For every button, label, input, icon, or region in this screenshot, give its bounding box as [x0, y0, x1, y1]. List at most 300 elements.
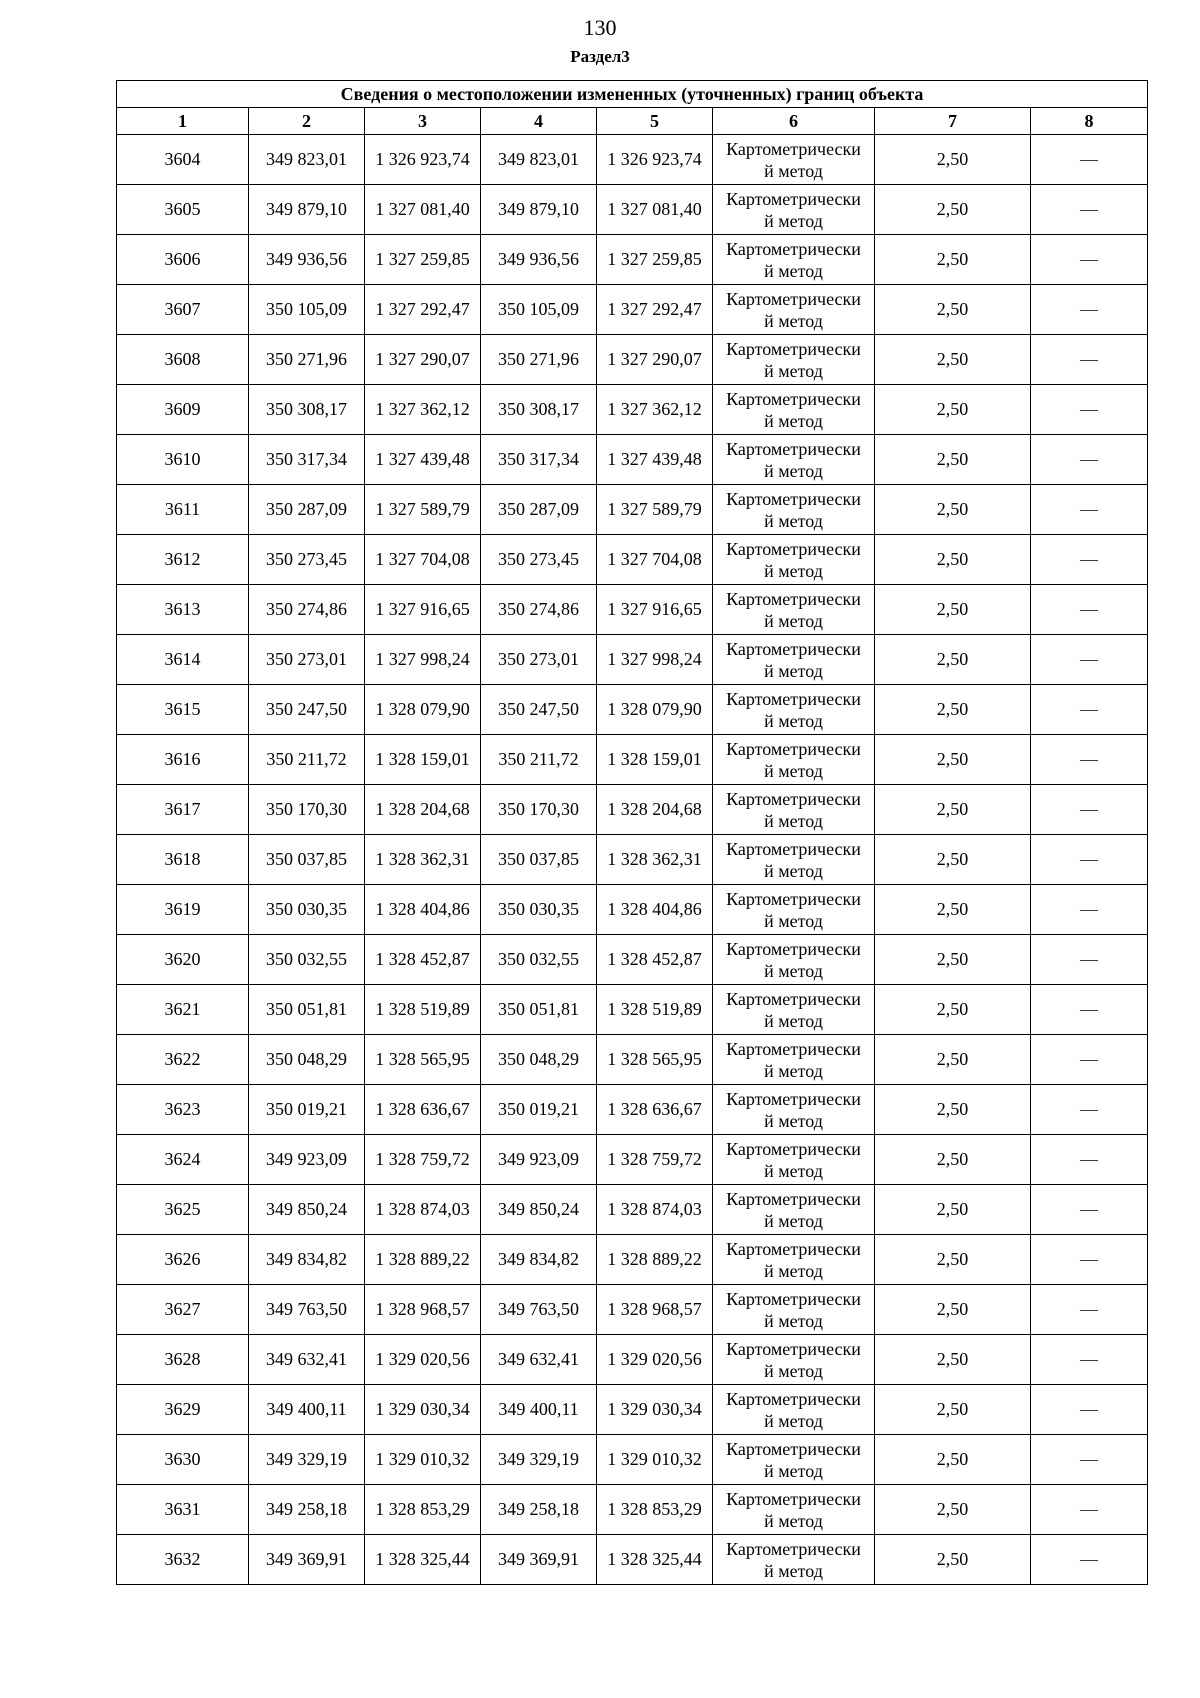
method-text-line: Картометрически — [726, 1488, 861, 1509]
method-cell — [713, 735, 875, 785]
method-cell — [713, 685, 875, 735]
y-new-cell: 1 328 519,89 — [597, 985, 713, 1035]
point-number-cell: 3628 — [117, 1335, 249, 1385]
description-cell: — — [1031, 285, 1148, 335]
y-new-cell: 1 329 020,56 — [597, 1335, 713, 1385]
x-existing-cell: 350 308,17 — [249, 385, 365, 435]
accuracy-cell: 2,50 — [875, 335, 1031, 385]
x-existing-cell: 349 763,50 — [249, 1285, 365, 1335]
point-number-cell: 3614 — [117, 635, 249, 685]
x-existing-cell: 350 030,35 — [249, 885, 365, 935]
method-cell — [713, 485, 875, 535]
column-header-4: 4 — [481, 108, 597, 135]
table-row — [117, 1285, 1148, 1335]
y-existing-cell: 1 328 452,87 — [365, 935, 481, 985]
accuracy-cell: 2,50 — [875, 985, 1031, 1035]
description-cell: — — [1031, 1135, 1148, 1185]
accuracy-cell: 2,50 — [875, 385, 1031, 435]
method-cell — [713, 185, 875, 235]
method-cell — [713, 1035, 875, 1085]
y-existing-cell: 1 326 923,74 — [365, 135, 481, 185]
method-cell — [713, 1335, 875, 1385]
x-existing-cell: 350 170,30 — [249, 785, 365, 835]
accuracy-cell: 2,50 — [875, 235, 1031, 285]
point-number-cell: 3610 — [117, 435, 249, 485]
x-new-cell: 350 273,01 — [481, 635, 597, 685]
x-existing-cell: 350 032,55 — [249, 935, 365, 985]
point-number-cell: 3605 — [117, 185, 249, 235]
accuracy-cell: 2,50 — [875, 1185, 1031, 1235]
y-existing-cell: 1 327 998,24 — [365, 635, 481, 685]
method-text-line: Картометрически — [726, 1438, 861, 1459]
table-row — [117, 735, 1148, 785]
method-text-line: Картометрически — [726, 238, 861, 259]
method-cell — [713, 385, 875, 435]
page-number: 130 — [583, 15, 617, 40]
table-row — [117, 1235, 1148, 1285]
column-header-6: 6 — [713, 108, 875, 135]
method-text-line: Картометрически — [726, 488, 861, 509]
description-cell: — — [1031, 1385, 1148, 1435]
table-row — [117, 1085, 1148, 1135]
y-existing-cell: 1 328 874,03 — [365, 1185, 481, 1235]
table-row — [117, 385, 1148, 435]
point-number-cell: 3612 — [117, 535, 249, 585]
x-existing-cell: 350 247,50 — [249, 685, 365, 735]
accuracy-cell: 2,50 — [875, 1085, 1031, 1135]
description-cell: — — [1031, 435, 1148, 485]
method-text-line: Картометрически — [726, 588, 861, 609]
accuracy-cell: 2,50 — [875, 1035, 1031, 1085]
column-header-1: 1 — [117, 108, 249, 135]
description-cell: — — [1031, 185, 1148, 235]
column-header-3: 3 — [365, 108, 481, 135]
x-existing-cell: 350 287,09 — [249, 485, 365, 535]
method-text-line: й метод — [764, 1410, 823, 1431]
x-existing-cell: 349 632,41 — [249, 1335, 365, 1385]
description-cell: — — [1031, 985, 1148, 1035]
method-cell — [713, 1085, 875, 1135]
method-text-line: Картометрически — [726, 438, 861, 459]
table-row — [117, 435, 1148, 485]
method-cell — [713, 1435, 875, 1485]
accuracy-cell: 2,50 — [875, 585, 1031, 635]
method-text-line: й метод — [764, 460, 823, 481]
y-existing-cell: 1 328 325,44 — [365, 1535, 481, 1585]
y-existing-cell: 1 328 759,72 — [365, 1135, 481, 1185]
method-cell — [713, 935, 875, 985]
description-cell: — — [1031, 785, 1148, 835]
x-existing-cell: 349 329,19 — [249, 1435, 365, 1485]
accuracy-cell: 2,50 — [875, 135, 1031, 185]
method-cell — [713, 235, 875, 285]
method-text-line: й метод — [764, 1060, 823, 1081]
method-cell — [713, 285, 875, 335]
y-new-cell: 1 327 439,48 — [597, 435, 713, 485]
description-cell: — — [1031, 1535, 1148, 1585]
y-new-cell: 1 328 874,03 — [597, 1185, 713, 1235]
y-existing-cell: 1 328 968,57 — [365, 1285, 481, 1335]
x-new-cell: 349 823,01 — [481, 135, 597, 185]
method-cell — [713, 635, 875, 685]
method-text-line: й метод — [764, 1110, 823, 1131]
point-number-cell: 3620 — [117, 935, 249, 985]
x-new-cell: 349 850,24 — [481, 1185, 597, 1235]
method-text-line: Картометрически — [726, 188, 861, 209]
description-cell: — — [1031, 135, 1148, 185]
y-new-cell: 1 328 636,67 — [597, 1085, 713, 1135]
x-existing-cell: 350 037,85 — [249, 835, 365, 885]
table-row — [117, 1185, 1148, 1235]
x-new-cell: 350 211,72 — [481, 735, 597, 785]
method-text-line: Картометрически — [726, 1388, 861, 1409]
point-number-cell: 3627 — [117, 1285, 249, 1335]
y-existing-cell: 1 328 636,67 — [365, 1085, 481, 1135]
table-row — [117, 1035, 1148, 1085]
point-number-cell: 3616 — [117, 735, 249, 785]
method-text-line: й метод — [764, 260, 823, 281]
point-number-cell: 3617 — [117, 785, 249, 835]
accuracy-cell: 2,50 — [875, 1385, 1031, 1435]
accuracy-cell: 2,50 — [875, 1485, 1031, 1535]
y-new-cell: 1 327 292,47 — [597, 285, 713, 335]
accuracy-cell: 2,50 — [875, 735, 1031, 785]
method-text-line: й метод — [764, 860, 823, 881]
method-text-line: Картометрически — [726, 1538, 861, 1559]
x-new-cell: 350 051,81 — [481, 985, 597, 1035]
method-text-line: Картометрически — [726, 1238, 861, 1259]
method-cell — [713, 835, 875, 885]
point-number-cell: 3622 — [117, 1035, 249, 1085]
point-number-cell: 3631 — [117, 1485, 249, 1535]
x-new-cell: 350 287,09 — [481, 485, 597, 535]
method-text-line: й метод — [764, 160, 823, 181]
table-caption: Сведения о местоположении измененных (уточненных) границ объекта — [117, 81, 1148, 108]
accuracy-cell: 2,50 — [875, 835, 1031, 885]
method-cell — [713, 1135, 875, 1185]
point-number-cell: 3632 — [117, 1535, 249, 1585]
y-new-cell: 1 326 923,74 — [597, 135, 713, 185]
x-new-cell: 350 030,35 — [481, 885, 597, 935]
description-cell: — — [1031, 1435, 1148, 1485]
method-cell — [713, 985, 875, 1035]
description-cell: — — [1031, 885, 1148, 935]
method-text-line: й метод — [764, 910, 823, 931]
x-existing-cell: 350 317,34 — [249, 435, 365, 485]
x-new-cell: 349 923,09 — [481, 1135, 597, 1185]
y-existing-cell: 1 329 010,32 — [365, 1435, 481, 1485]
y-new-cell: 1 327 362,12 — [597, 385, 713, 435]
description-cell: — — [1031, 1285, 1148, 1335]
method-text-line: Картометрически — [726, 938, 861, 959]
column-header-2: 2 — [249, 108, 365, 135]
column-header-8: 8 — [1031, 108, 1148, 135]
accuracy-cell: 2,50 — [875, 285, 1031, 335]
point-number-cell: 3619 — [117, 885, 249, 935]
y-new-cell: 1 328 159,01 — [597, 735, 713, 785]
y-new-cell: 1 327 589,79 — [597, 485, 713, 535]
method-text-line: Картометрически — [726, 1138, 861, 1159]
method-cell — [713, 335, 875, 385]
table-row — [117, 685, 1148, 735]
y-existing-cell: 1 327 916,65 — [365, 585, 481, 635]
method-text-line: й метод — [764, 1510, 823, 1531]
accuracy-cell: 2,50 — [875, 635, 1031, 685]
table-row — [117, 135, 1148, 185]
method-text-line: й метод — [764, 610, 823, 631]
table-row — [117, 935, 1148, 985]
point-number-cell: 3618 — [117, 835, 249, 885]
table-row — [117, 535, 1148, 585]
column-number-row — [117, 108, 1148, 135]
method-text-line: Картометрически — [726, 1338, 861, 1359]
y-new-cell: 1 328 325,44 — [597, 1535, 713, 1585]
x-new-cell: 349 879,10 — [481, 185, 597, 235]
y-existing-cell: 1 328 204,68 — [365, 785, 481, 835]
method-text-line: й метод — [764, 560, 823, 581]
x-existing-cell: 349 823,01 — [249, 135, 365, 185]
method-text-line: Картометрически — [726, 988, 861, 1009]
x-existing-cell: 349 936,56 — [249, 235, 365, 285]
x-new-cell: 350 271,96 — [481, 335, 597, 385]
point-number-cell: 3607 — [117, 285, 249, 335]
x-new-cell: 350 273,45 — [481, 535, 597, 585]
y-new-cell: 1 329 030,34 — [597, 1385, 713, 1435]
y-existing-cell: 1 327 292,47 — [365, 285, 481, 335]
y-existing-cell: 1 328 519,89 — [365, 985, 481, 1035]
column-header-5: 5 — [597, 108, 713, 135]
accuracy-cell: 2,50 — [875, 1235, 1031, 1285]
x-existing-cell: 350 019,21 — [249, 1085, 365, 1135]
description-cell: — — [1031, 1335, 1148, 1385]
x-existing-cell: 349 850,24 — [249, 1185, 365, 1235]
x-new-cell: 349 763,50 — [481, 1285, 597, 1335]
x-existing-cell: 350 105,09 — [249, 285, 365, 335]
point-number-cell: 3629 — [117, 1385, 249, 1435]
table-row — [117, 485, 1148, 535]
method-text-line: й метод — [764, 1310, 823, 1331]
boundary-coordinates-table — [116, 80, 1148, 1585]
x-new-cell: 350 037,85 — [481, 835, 597, 885]
method-cell — [713, 1535, 875, 1585]
y-new-cell: 1 327 998,24 — [597, 635, 713, 685]
x-new-cell: 350 274,86 — [481, 585, 597, 635]
point-number-cell: 3608 — [117, 335, 249, 385]
x-new-cell: 349 258,18 — [481, 1485, 597, 1535]
method-text-line: Картометрически — [726, 1038, 861, 1059]
x-new-cell: 350 032,55 — [481, 935, 597, 985]
description-cell: — — [1031, 1035, 1148, 1085]
y-new-cell: 1 328 889,22 — [597, 1235, 713, 1285]
table-row — [117, 1335, 1148, 1385]
x-new-cell: 350 170,30 — [481, 785, 597, 835]
method-cell — [713, 1185, 875, 1235]
method-text-line: Картометрически — [726, 1288, 861, 1309]
x-existing-cell: 350 273,45 — [249, 535, 365, 585]
table-row — [117, 285, 1148, 335]
y-existing-cell: 1 327 704,08 — [365, 535, 481, 585]
table-row — [117, 335, 1148, 385]
x-existing-cell: 349 879,10 — [249, 185, 365, 235]
method-cell — [713, 435, 875, 485]
x-existing-cell: 350 048,29 — [249, 1035, 365, 1085]
y-existing-cell: 1 327 439,48 — [365, 435, 481, 485]
y-existing-cell: 1 327 290,07 — [365, 335, 481, 385]
y-new-cell: 1 328 404,86 — [597, 885, 713, 935]
method-text-line: й метод — [764, 1560, 823, 1581]
y-new-cell: 1 327 259,85 — [597, 235, 713, 285]
method-text-line: й метод — [764, 510, 823, 531]
y-new-cell: 1 327 081,40 — [597, 185, 713, 235]
table-row — [117, 235, 1148, 285]
description-cell: — — [1031, 485, 1148, 535]
method-text-line: Картометрически — [726, 138, 861, 159]
method-text-line: й метод — [764, 960, 823, 981]
y-new-cell: 1 327 704,08 — [597, 535, 713, 585]
method-text-line: Картометрически — [726, 638, 861, 659]
description-cell: — — [1031, 1185, 1148, 1235]
x-existing-cell: 349 834,82 — [249, 1235, 365, 1285]
y-existing-cell: 1 328 889,22 — [365, 1235, 481, 1285]
table-row — [117, 985, 1148, 1035]
y-existing-cell: 1 328 565,95 — [365, 1035, 481, 1085]
x-existing-cell: 349 923,09 — [249, 1135, 365, 1185]
description-cell: — — [1031, 1485, 1148, 1535]
method-cell — [713, 1285, 875, 1335]
table-row — [117, 1135, 1148, 1185]
description-cell: — — [1031, 535, 1148, 585]
x-new-cell: 349 329,19 — [481, 1435, 597, 1485]
table-row — [117, 1535, 1148, 1585]
method-text-line: й метод — [764, 660, 823, 681]
method-text-line: Картометрически — [726, 888, 861, 909]
description-cell: — — [1031, 1085, 1148, 1135]
section-title: Раздел3 — [570, 47, 630, 66]
x-new-cell: 349 400,11 — [481, 1385, 597, 1435]
method-cell — [713, 1385, 875, 1435]
x-existing-cell: 350 051,81 — [249, 985, 365, 1035]
description-cell: — — [1031, 685, 1148, 735]
accuracy-cell: 2,50 — [875, 785, 1031, 835]
accuracy-cell: 2,50 — [875, 485, 1031, 535]
x-new-cell: 350 308,17 — [481, 385, 597, 435]
method-cell — [713, 135, 875, 185]
x-new-cell: 350 019,21 — [481, 1085, 597, 1135]
method-text-line: й метод — [764, 1360, 823, 1381]
x-existing-cell: 350 273,01 — [249, 635, 365, 685]
method-text-line: й метод — [764, 1160, 823, 1181]
y-existing-cell: 1 327 589,79 — [365, 485, 481, 535]
table-row — [117, 185, 1148, 235]
description-cell: — — [1031, 635, 1148, 685]
method-text-line: Картометрически — [726, 338, 861, 359]
point-number-cell: 3626 — [117, 1235, 249, 1285]
x-new-cell: 349 369,91 — [481, 1535, 597, 1585]
method-cell — [713, 535, 875, 585]
point-number-cell: 3606 — [117, 235, 249, 285]
table-body — [117, 135, 1148, 1585]
accuracy-cell: 2,50 — [875, 435, 1031, 485]
accuracy-cell: 2,50 — [875, 535, 1031, 585]
accuracy-cell: 2,50 — [875, 1135, 1031, 1185]
point-number-cell: 3625 — [117, 1185, 249, 1235]
accuracy-cell: 2,50 — [875, 1435, 1031, 1485]
method-text-line: Картометрически — [726, 688, 861, 709]
method-text-line: й метод — [764, 210, 823, 231]
accuracy-cell: 2,50 — [875, 885, 1031, 935]
accuracy-cell: 2,50 — [875, 935, 1031, 985]
table-row — [117, 585, 1148, 635]
table-row — [117, 1435, 1148, 1485]
method-text-line: Картометрически — [726, 1188, 861, 1209]
y-existing-cell: 1 329 030,34 — [365, 1385, 481, 1435]
table-row — [117, 1485, 1148, 1535]
method-text-line: Картометрически — [726, 388, 861, 409]
y-new-cell: 1 328 362,31 — [597, 835, 713, 885]
y-existing-cell: 1 327 081,40 — [365, 185, 481, 235]
method-text-line: й метод — [764, 1460, 823, 1481]
x-existing-cell: 350 274,86 — [249, 585, 365, 635]
accuracy-cell: 2,50 — [875, 1335, 1031, 1385]
method-cell — [713, 885, 875, 935]
y-existing-cell: 1 328 404,86 — [365, 885, 481, 935]
x-new-cell: 349 632,41 — [481, 1335, 597, 1385]
point-number-cell: 3621 — [117, 985, 249, 1035]
method-text-line: Картометрически — [726, 538, 861, 559]
x-new-cell: 349 936,56 — [481, 235, 597, 285]
method-text-line: й метод — [764, 310, 823, 331]
y-new-cell: 1 328 759,72 — [597, 1135, 713, 1185]
method-text-line: Картометрически — [726, 1088, 861, 1109]
point-number-cell: 3623 — [117, 1085, 249, 1135]
table-row — [117, 1385, 1148, 1435]
method-cell — [713, 1235, 875, 1285]
point-number-cell: 3604 — [117, 135, 249, 185]
accuracy-cell: 2,50 — [875, 1535, 1031, 1585]
description-cell: — — [1031, 935, 1148, 985]
description-cell: — — [1031, 335, 1148, 385]
method-cell — [713, 585, 875, 635]
y-new-cell: 1 328 565,95 — [597, 1035, 713, 1085]
table-row — [117, 885, 1148, 935]
accuracy-cell: 2,50 — [875, 685, 1031, 735]
table-row — [117, 785, 1148, 835]
x-existing-cell: 349 258,18 — [249, 1485, 365, 1535]
x-new-cell: 350 317,34 — [481, 435, 597, 485]
y-existing-cell: 1 328 853,29 — [365, 1485, 481, 1535]
description-cell: — — [1031, 835, 1148, 885]
method-text-line: Картометрически — [726, 738, 861, 759]
description-cell: — — [1031, 235, 1148, 285]
x-existing-cell: 350 271,96 — [249, 335, 365, 385]
method-text-line: й метод — [764, 410, 823, 431]
method-text-line: й метод — [764, 710, 823, 731]
y-existing-cell: 1 327 362,12 — [365, 385, 481, 435]
table-row — [117, 835, 1148, 885]
y-new-cell: 1 328 079,90 — [597, 685, 713, 735]
description-cell: — — [1031, 585, 1148, 635]
point-number-cell: 3609 — [117, 385, 249, 435]
y-existing-cell: 1 329 020,56 — [365, 1335, 481, 1385]
method-text-line: Картометрически — [726, 838, 861, 859]
y-new-cell: 1 328 968,57 — [597, 1285, 713, 1335]
y-new-cell: 1 327 290,07 — [597, 335, 713, 385]
y-new-cell: 1 328 452,87 — [597, 935, 713, 985]
description-cell: — — [1031, 1235, 1148, 1285]
method-text-line: й метод — [764, 1260, 823, 1281]
accuracy-cell: 2,50 — [875, 1285, 1031, 1335]
method-text-line: Картометрически — [726, 288, 861, 309]
